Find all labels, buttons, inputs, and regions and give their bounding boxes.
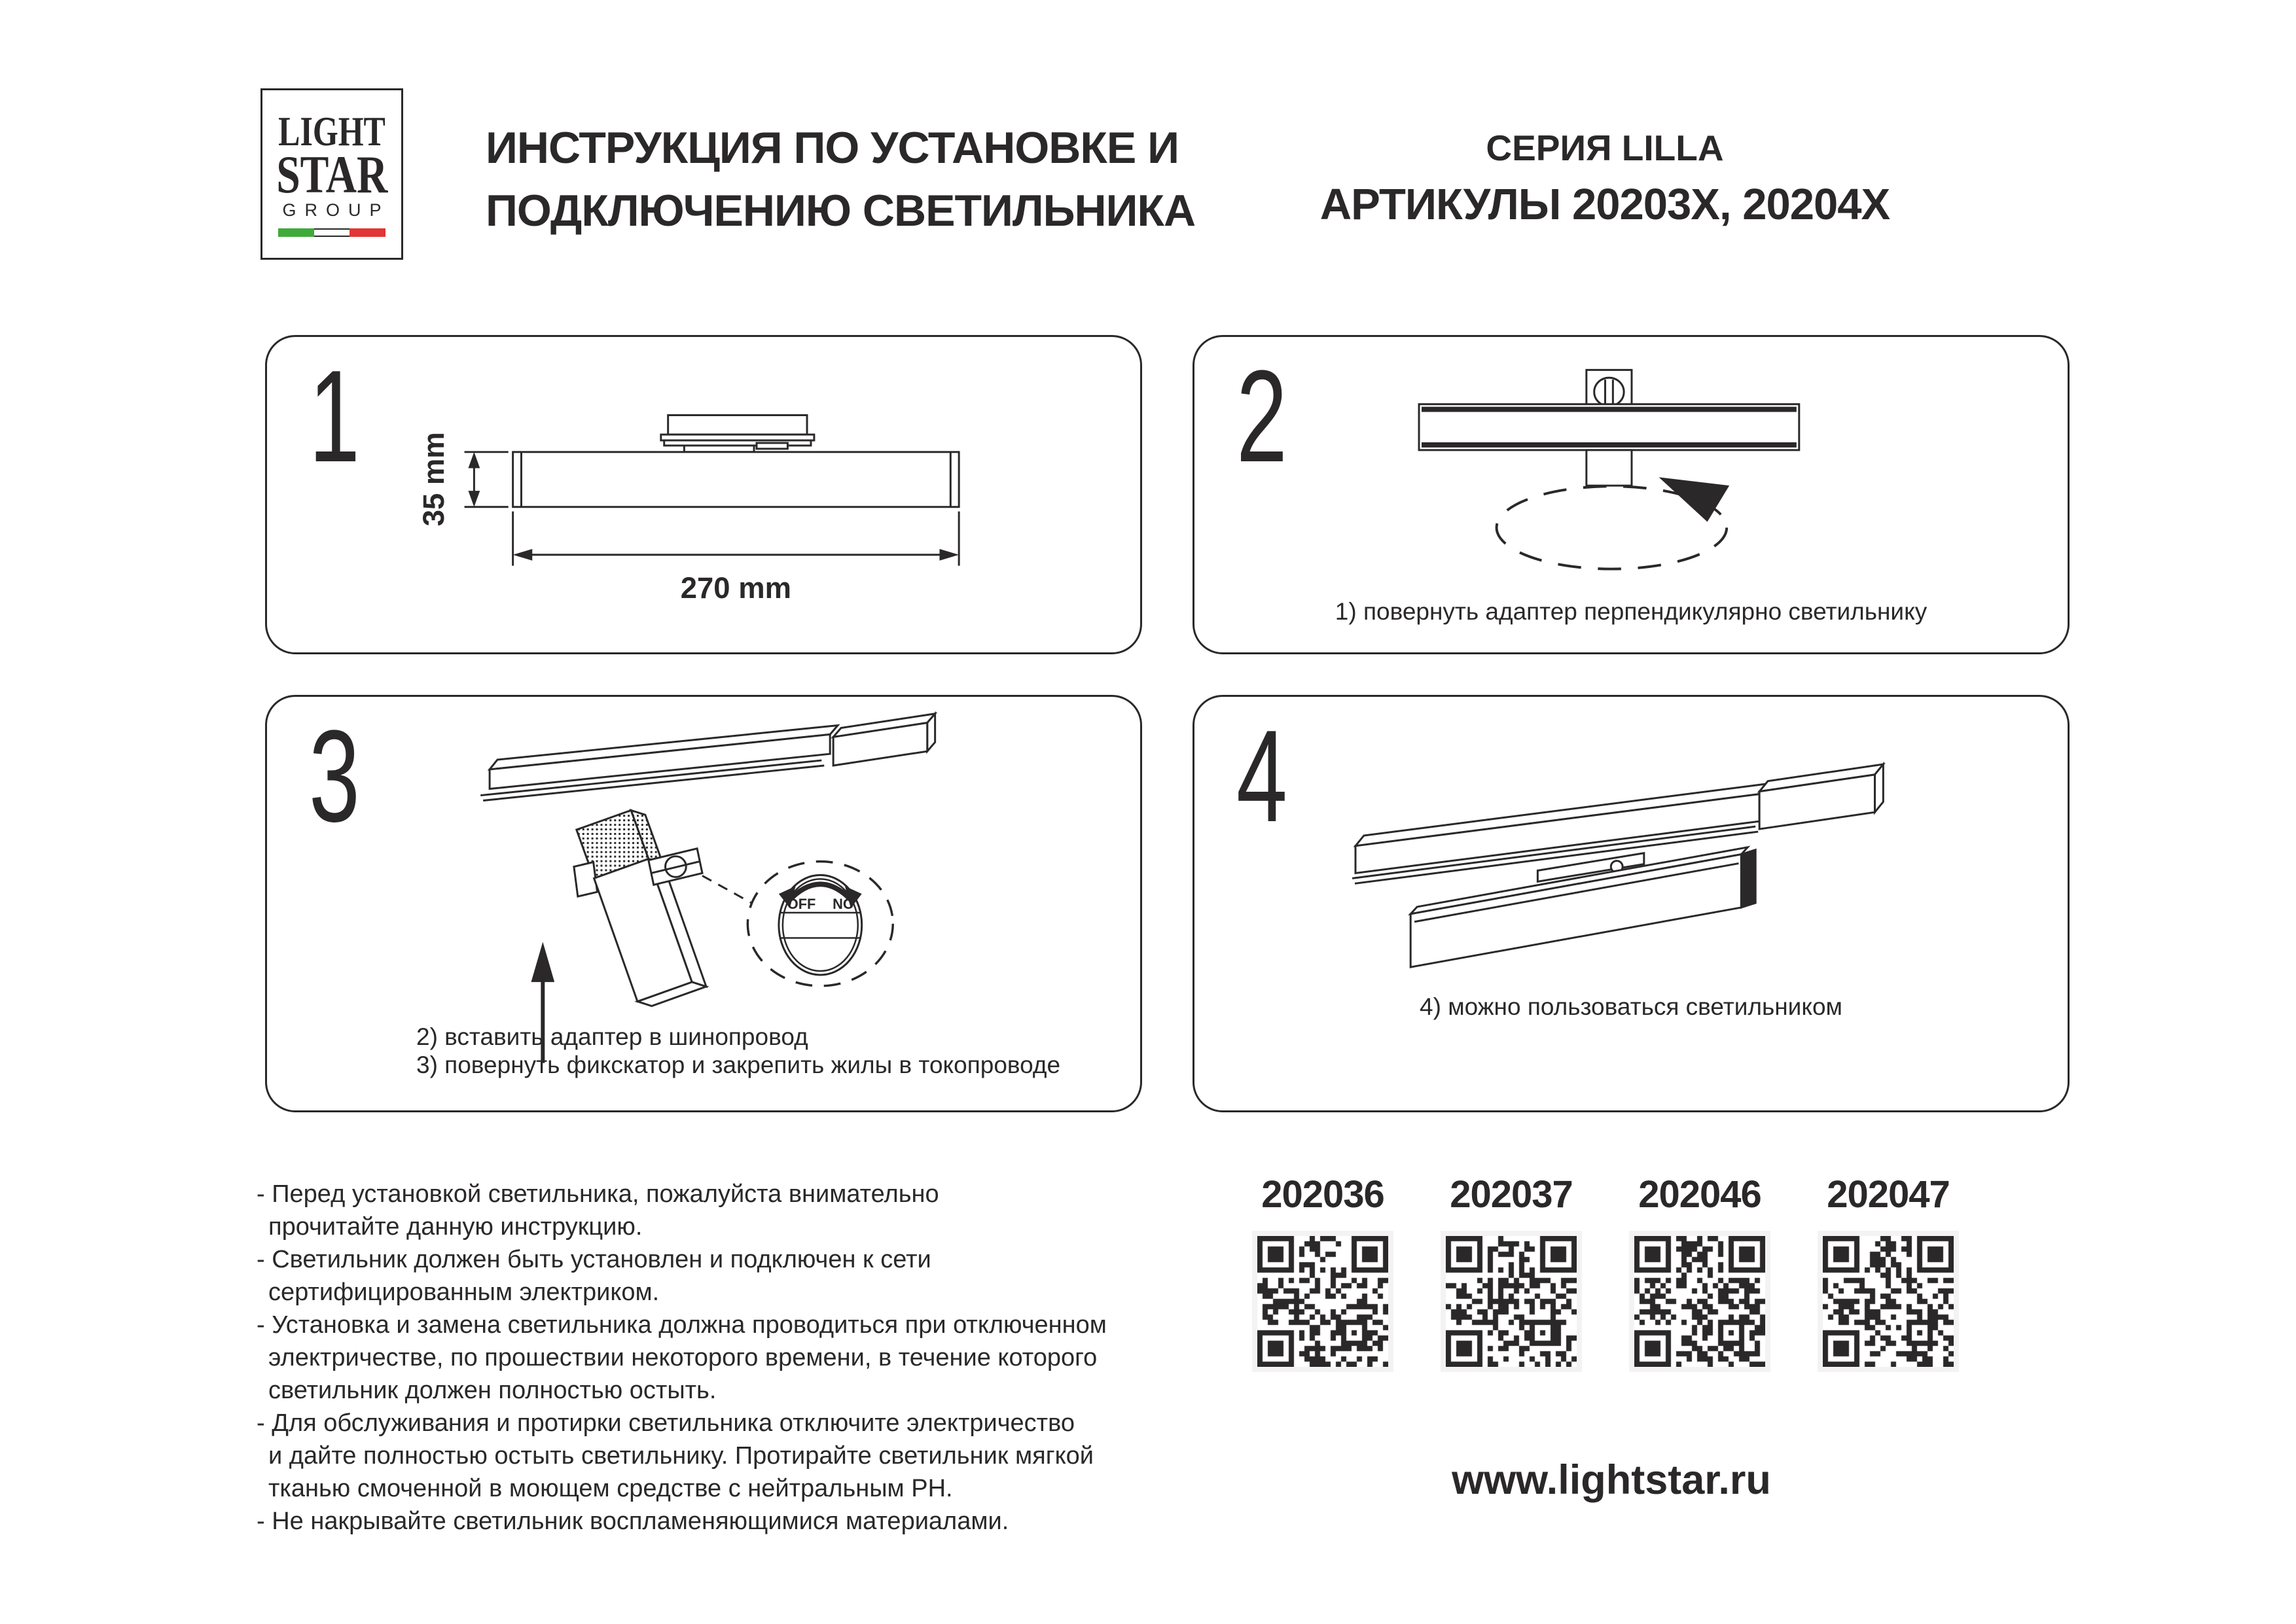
flag-red-stripe xyxy=(350,228,386,237)
page-title-line1: ИНСТРУКЦИЯ ПО УСТАНОВКЕ И xyxy=(486,123,1179,173)
note-line: тканью смоченной в моющем средстве с нейтральным PH. xyxy=(268,1475,953,1502)
note-line: и дайте полностью остыть светильнику. Протирайте светильник мягкой xyxy=(268,1442,1094,1470)
rotation-arrow-icon xyxy=(1659,477,1729,521)
note-line: сертифицированным электриком. xyxy=(268,1279,660,1306)
knob-on-label: NO xyxy=(833,895,854,912)
qr-code xyxy=(1252,1231,1393,1372)
page-title-line2: ПОДКЛЮЧЕНИЮ СВЕТИЛЬНИКА xyxy=(486,186,1196,236)
note-line: - Для обслуживания и протирки светильника отключите электричество xyxy=(257,1409,1075,1437)
step-number-2: 2 xyxy=(1236,344,1287,489)
qr-code-image xyxy=(1257,1236,1388,1367)
step-number-4: 4 xyxy=(1236,703,1287,849)
step-number-3: 3 xyxy=(309,703,360,849)
step-panel-1 xyxy=(265,335,1142,654)
step-number-1: 1 xyxy=(309,344,360,489)
logo-word-star: STAR xyxy=(276,145,388,204)
mounted-lamp-diagram xyxy=(1194,697,2068,1110)
articles-label: АРТИКУЛЫ 20203X, 20204X xyxy=(1319,180,1890,229)
detail-callout-circle xyxy=(747,862,893,986)
safety-notes xyxy=(257,1178,1107,1538)
step-panel-3 xyxy=(265,695,1142,1112)
italian-flag-icon xyxy=(278,228,386,237)
insert-direction-arrow-icon xyxy=(531,942,555,981)
dim-height-label: 35 mm xyxy=(416,432,450,527)
step4-caption: 4) можно пользоваться светильником xyxy=(1420,993,1842,1020)
lightstar-logo xyxy=(260,88,403,260)
qr-code-image xyxy=(1823,1236,1954,1367)
series-label: СЕРИЯ LILLA xyxy=(1486,128,1724,168)
qr-item-202046 xyxy=(1628,1173,1771,1372)
qr-item-202037 xyxy=(1440,1173,1583,1372)
flag-green-stripe xyxy=(278,228,314,237)
note-line: - Светильник должен быть установлен и подключен к сети xyxy=(257,1246,931,1273)
qr-item-202036 xyxy=(1251,1173,1394,1372)
note-line: светильник должен полностью остыть. xyxy=(268,1377,717,1404)
logo-word-group: GROUP xyxy=(282,200,390,220)
note-line: электричестве, по прошествии некоторого времени, в течение которого xyxy=(268,1344,1098,1371)
qr-label: 202037 xyxy=(1450,1173,1573,1216)
note-line: прочитайте данную инструкцию. xyxy=(268,1213,643,1241)
note-line: - Установка и замена светильника должна проводиться при отключенном xyxy=(257,1311,1107,1339)
note-line: - Перед установкой светильника, пожалуйста внимательно xyxy=(257,1180,939,1208)
step2-caption: 1) повернуть адаптер перпендикулярно светильнику xyxy=(1335,598,1928,625)
knob-off-label: OFF xyxy=(787,895,816,912)
logo-word-light: LIGHT xyxy=(278,108,386,154)
step-panel-2 xyxy=(1193,335,2070,654)
website-link: www.lightstar.ru xyxy=(1452,1457,1771,1503)
qr-item-202047 xyxy=(1817,1173,1960,1372)
qr-label: 202036 xyxy=(1261,1173,1384,1216)
step3-caption-line2: 3) повернуть фикскатор и закрепить жилы в токопроводе xyxy=(416,1051,1061,1078)
qr-code xyxy=(1818,1231,1959,1372)
qr-code xyxy=(1441,1231,1582,1372)
step3-caption-line1: 2) вставить адаптер в шинопровод xyxy=(416,1023,808,1050)
note-line: - Не накрывайте светильник воспламеняющимися материалами. xyxy=(257,1508,1009,1535)
qr-label: 202047 xyxy=(1827,1173,1950,1216)
qr-label: 202046 xyxy=(1638,1173,1761,1216)
step-panel-4 xyxy=(1193,695,2070,1112)
flag-white-stripe xyxy=(314,228,350,237)
lamp-side-view-diagram xyxy=(267,337,1140,652)
dim-length-label: 270 mm xyxy=(680,571,791,605)
qr-code-image xyxy=(1634,1236,1765,1367)
qr-code-image xyxy=(1446,1236,1577,1367)
qr-code xyxy=(1629,1231,1770,1372)
